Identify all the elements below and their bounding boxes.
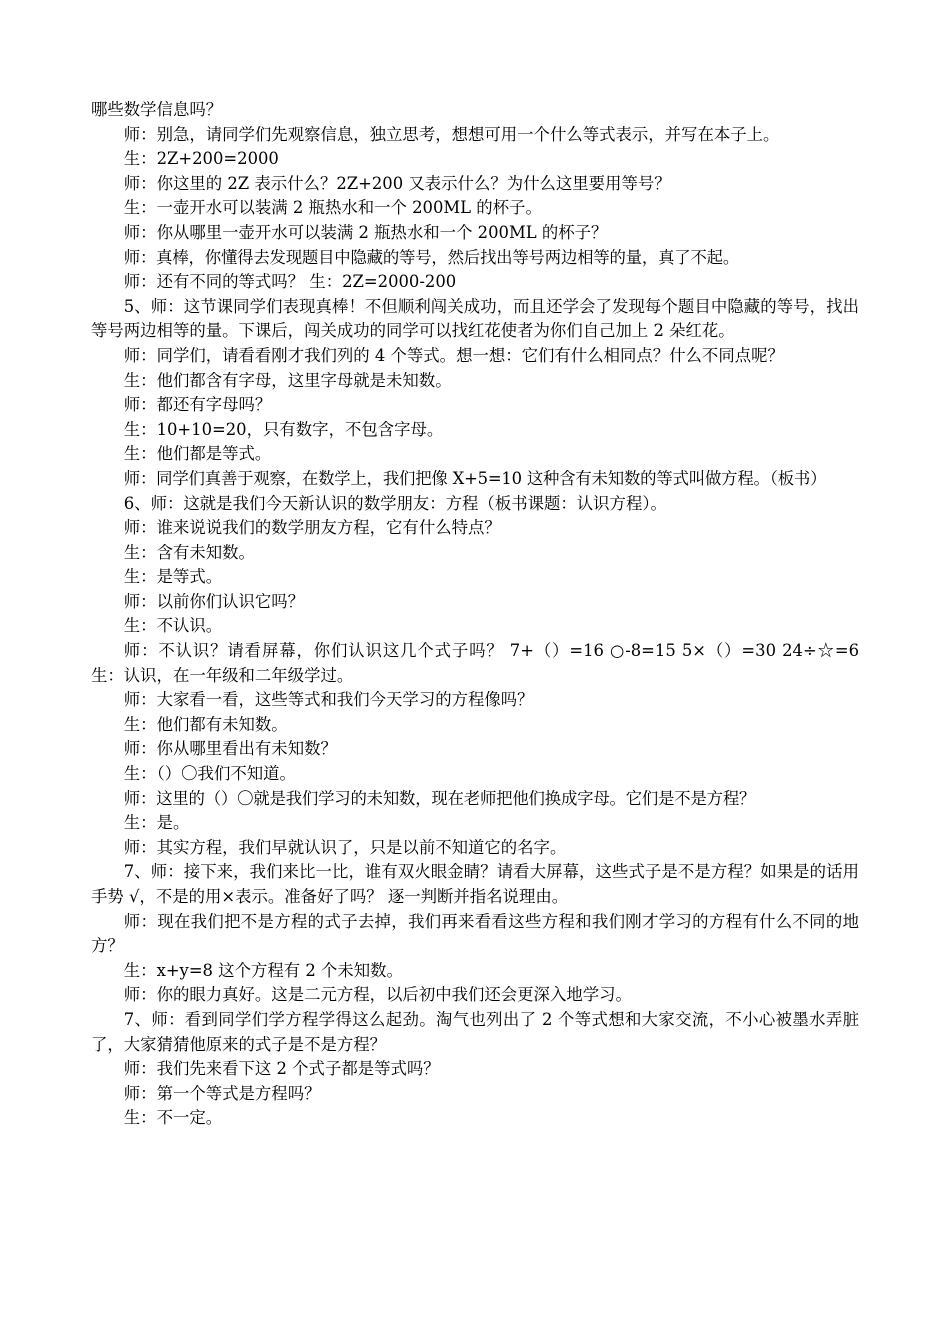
paragraph-5: 生：一壶开水可以装满 2 瓶热水和一个 200ML 的杯子。 [123, 198, 542, 218]
paragraph-25: 师：你从哪里看出有未知数？ [123, 739, 337, 759]
paragraph-6: 师：你从哪里一壶开水可以装满 2 瓶热水和一个 200ML 的杯子？ [123, 222, 608, 242]
paragraph-22: 师：不认识？请看屏幕，你们认识这几个式子吗？ 7+（）=16 ○-8=15 5×（）=30 24÷☆=6 生：认识，在一年级和二年级学过。 [91, 641, 859, 685]
paragraph-10: 师：同学们，请看看刚才我们列的 4 个等式。想一想：它们有什么相同点？什么不同点呢？ [123, 345, 784, 365]
paragraph-29: 师：其实方程，我们早就认识了，只是以前不知道它的名字。 [123, 837, 567, 857]
paragraph-21: 生：不认识。 [123, 616, 223, 636]
paragraph-2: 师：别急，请同学们先观察信息，独立思考，想想可用一个什么等式表示，并写在本子上。 [123, 124, 780, 144]
paragraph-33: 师：你的眼力真好。这是二元方程，以后初中我们还会更深入地学习。 [123, 985, 632, 1005]
paragraph-30: 7、师：接下来，我们来比一比，谁有双火眼金睛？请看大屏幕，这些式子是不是方程？如果是的话用手势 √，不是的用×表示。准备好了吗？ 逐一判断并指名说理由。 [91, 862, 859, 906]
paragraph-11: 生：他们都含有字母，这里字母就是未知数。 [123, 370, 452, 390]
paragraph-28: 生：是。 [123, 813, 190, 833]
paragraph-19: 生：是等式。 [123, 567, 223, 587]
paragraph-13: 生：10+10=20，只有数字，不包含字母。 [123, 419, 444, 439]
paragraph-3: 生：2Z+200=2000 [123, 149, 279, 169]
paragraph-8: 师：还有不同的等式吗？ 生：2Z=2000-200 [123, 272, 457, 292]
paragraph-16: 6、师：这就是我们今天新认识的数学朋友：方程（板书课题：认识方程）。 [123, 493, 667, 513]
paragraph-20: 师：以前你们认识它吗？ [123, 591, 305, 611]
paragraph-4: 师：你这里的 2Z 表示什么？2Z+200 又表示什么？为什么这里要用等号？ [123, 173, 671, 193]
paragraph-14: 生：他们都是等式。 [123, 444, 272, 464]
paragraph-26: 生：（）〇我们不知道。 [123, 764, 296, 784]
paragraph-34: 7、师：看到同学们学方程学得这么起劲。淘气也列出了 2 个等式想和大家交流，不小心被墨水弄脏了，大家猜猜他原来的式子是不是方程？ [91, 1009, 859, 1054]
paragraph-23: 师：大家看一看，这些等式和我们今天学习的方程像吗？ [123, 690, 534, 710]
paragraph-12: 师：都还有字母吗？ [123, 395, 272, 415]
paragraph-15: 师：同学们真善于观察，在数学上，我们把像 X+5=10 这种含有未知数的等式叫做方程。（板书） [123, 468, 827, 488]
paragraph-35: 师：我们先来看下这 2 个式子都是等式吗？ [123, 1059, 440, 1079]
paragraph-37: 生：不一定。 [123, 1108, 223, 1128]
paragraph-7: 师：真棒，你懂得去发现题目中隐藏的等号，然后找出等号两边相等的量，真了不起。 [123, 247, 740, 267]
paragraph-36: 师：第一个等式是方程吗？ [123, 1083, 321, 1103]
paragraph-17: 师：谁来说说我们的数学朋友方程，它有什么特点？ [123, 518, 501, 538]
paragraph-1: 哪些数学信息吗？ [91, 100, 223, 119]
paragraph-24: 生：他们都有未知数。 [123, 714, 288, 734]
paragraph-32: 生：x+y=8 这个方程有 2 个未知数。 [123, 960, 403, 980]
paragraph-27: 师：这里的（）〇就是我们学习的未知数，现在老师把他们换成字母。它们是不是方程？ [123, 788, 756, 808]
paragraph-31: 师：现在我们把不是方程的式子去掉，我们再来看看这些方程和我们刚才学习的方程有什么不同的地方？ [91, 911, 859, 956]
paragraph-9: 5、师：这节课同学们表现真棒！不但顺利闯关成功，而且还学会了发现每个题目中隐藏的等号，找出等号两边相等的量。下课后，闯关成功的同学可以找红花使者为你们自己加上 2 朵红花。 [91, 296, 859, 341]
document-page [91, 98, 859, 1131]
paragraph-18: 生：含有未知数。 [123, 542, 255, 562]
